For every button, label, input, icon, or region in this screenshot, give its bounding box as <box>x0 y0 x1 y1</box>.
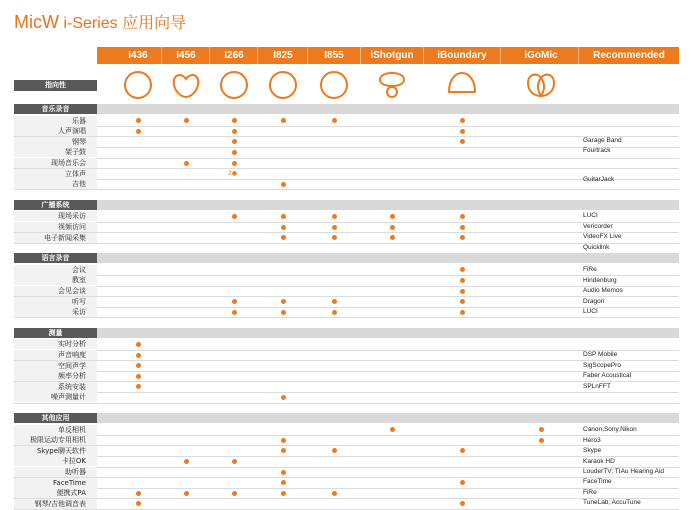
omni-pattern-icon <box>267 70 299 100</box>
title-brand: MicW <box>14 12 59 32</box>
column-header-i456: I456 <box>176 50 196 61</box>
supported-dot <box>136 342 141 347</box>
supported-dot <box>332 491 337 496</box>
table-row-label: 现场采访 <box>58 212 86 221</box>
row-divider <box>14 136 679 137</box>
recommended-app: Hero3 <box>583 436 601 444</box>
supported-dot <box>232 299 237 304</box>
supported-dot <box>232 150 237 155</box>
supported-dot <box>460 278 465 283</box>
section-header-bar <box>14 253 679 263</box>
supported-dot <box>136 363 141 368</box>
table-row-label: 会见会谈 <box>58 287 86 295</box>
cardioid-pattern-icon <box>170 70 202 100</box>
recommended-app: FiRe <box>583 488 597 496</box>
recommended-app: Skype <box>583 447 602 455</box>
table-row-label: 单反相机 <box>58 425 86 434</box>
stereo-pair-mark: 2● <box>228 169 238 177</box>
header-divider <box>209 47 210 64</box>
table-row-label: 空间声学 <box>58 361 86 370</box>
supported-dot <box>232 459 237 464</box>
table-row-label: 会议 <box>72 265 86 274</box>
supported-dot <box>390 225 395 230</box>
column-header-i266: I266 <box>224 50 244 61</box>
section-title: 广播系统 <box>14 200 97 210</box>
row-divider <box>14 147 679 148</box>
supported-dot <box>332 310 337 315</box>
supported-dot <box>281 235 286 240</box>
recommended-app: Audio Memos <box>583 287 623 295</box>
table-row-label: 电子新闻采集 <box>44 233 86 242</box>
table-row-label: 声音响度 <box>58 351 86 359</box>
supported-dot <box>281 225 286 230</box>
row-divider <box>14 179 679 180</box>
supported-dot <box>460 289 465 294</box>
page-title <box>14 12 186 34</box>
table-row-label: 频率分析 <box>58 372 86 381</box>
header-divider <box>257 47 258 64</box>
supported-dot <box>281 118 286 123</box>
header-divider <box>423 47 424 64</box>
table-row-label: 钢琴/吉他调音表 <box>34 499 86 508</box>
supported-dot <box>460 299 465 304</box>
row-divider <box>14 243 679 244</box>
section-title: 其他应用 <box>14 413 97 423</box>
column-header-i855: I855 <box>324 50 344 61</box>
table-row-label: 极限运动专用相机 <box>30 436 86 445</box>
omni-pattern-icon <box>122 70 154 100</box>
supported-dot <box>232 118 237 123</box>
supported-dot <box>136 374 141 379</box>
row-divider <box>14 222 679 223</box>
row-divider <box>14 317 679 318</box>
supported-dot <box>460 235 465 240</box>
supported-dot <box>460 501 465 506</box>
supported-dot <box>281 395 286 400</box>
supported-dot <box>281 182 286 187</box>
supported-dot <box>232 161 237 166</box>
table-row-label: 吉他 <box>72 180 86 189</box>
table-row-label: 架子鼓 <box>65 148 86 157</box>
table-row-label: 立体声 <box>65 169 86 178</box>
shotgun-pattern-icon <box>376 70 408 100</box>
supported-dot <box>460 129 465 134</box>
supported-dot <box>332 299 337 304</box>
row-divider <box>14 456 679 457</box>
table-row-label: 乐器 <box>72 116 86 125</box>
table-row-label: 系统安装 <box>58 382 86 391</box>
row-divider <box>14 477 679 478</box>
recommended-app: GuitarJack <box>583 176 615 184</box>
column-header-i825: I825 <box>273 50 293 61</box>
column-header-igomic: iGoMic <box>524 50 558 61</box>
row-divider <box>14 488 679 489</box>
recommended-app: SPLnFFT <box>583 382 611 390</box>
row-divider <box>14 467 679 468</box>
row-divider <box>14 350 679 351</box>
supported-dot <box>281 310 286 315</box>
row-divider <box>14 498 679 499</box>
recommended-app: Fourtrack <box>583 147 611 154</box>
supported-dot <box>184 491 189 496</box>
row-divider <box>14 189 679 190</box>
supported-dot <box>460 448 465 453</box>
section-title: 语言录音 <box>14 253 97 263</box>
header-divider <box>307 47 308 64</box>
column-header-recommended-apps: Recommended APPs <box>593 50 665 78</box>
supported-dot <box>281 491 286 496</box>
supported-dot <box>232 129 237 134</box>
supported-dot <box>460 480 465 485</box>
title-text: i-Series 应用向导 <box>58 15 187 32</box>
supported-dot <box>390 427 395 432</box>
recommended-app: VideoFX Live <box>583 233 622 241</box>
section-header-bar <box>14 200 679 210</box>
table-row-label: 助听器 <box>65 468 86 476</box>
recommended-app: LUCI <box>583 307 598 315</box>
supported-dot <box>281 299 286 304</box>
recommended-app: LUCI <box>583 212 598 220</box>
table-row-label: 人声演唱 <box>58 127 86 136</box>
row-divider <box>14 381 679 382</box>
row-divider <box>14 168 679 169</box>
table-row-label: 卡拉OK <box>61 457 86 466</box>
supported-dot <box>281 214 286 219</box>
supported-dot <box>390 214 395 219</box>
recommended-app: Faber Acoustical <box>583 372 632 380</box>
supported-dot <box>136 384 141 389</box>
row-divider <box>14 232 679 233</box>
row-divider <box>14 371 679 372</box>
supported-dot <box>232 310 237 315</box>
row-divider <box>14 307 679 308</box>
supported-dot <box>332 214 337 219</box>
header-divider <box>500 47 501 64</box>
recommended-app: Dragon <box>583 297 605 305</box>
column-header-ishotgun: iShotgun <box>370 50 414 61</box>
supported-dot <box>136 118 141 123</box>
recommended-app: Karaok HD <box>583 457 615 465</box>
recommended-app: Quicklink <box>583 243 610 251</box>
supported-dot <box>390 235 395 240</box>
table-row-label: Skype聊天软件 <box>36 446 86 455</box>
section-header-bar <box>14 328 679 338</box>
supported-dot <box>136 129 141 134</box>
table-row-label: 听写 <box>72 297 86 306</box>
supported-dot <box>232 139 237 144</box>
boundary-pattern-icon <box>446 70 478 100</box>
row-divider <box>14 360 679 361</box>
table-row-label: FaceTime <box>53 478 86 487</box>
supported-dot <box>281 480 286 485</box>
table-row-label: 视频访问 <box>58 223 86 231</box>
supported-dot <box>184 161 189 166</box>
row-divider <box>14 296 679 297</box>
section-header-bar <box>14 413 679 423</box>
supported-dot <box>136 353 141 358</box>
recommended-app: DSP Mobile <box>583 351 618 359</box>
supported-dot <box>184 459 189 464</box>
table-row-label: 钢琴 <box>72 137 86 146</box>
recommended-app: Canon,Sony,Nikon <box>583 426 637 434</box>
row-divider <box>14 286 679 287</box>
row-divider <box>14 275 679 276</box>
table-row-label: 噪声测量计 <box>51 393 86 402</box>
pattern-row-label: 指向性 <box>14 80 97 91</box>
table-row-label: 采访 <box>72 308 86 317</box>
recommended-app: SigScopePro <box>583 361 621 369</box>
section-title: 音乐录音 <box>14 104 97 114</box>
recommended-app: LouderTV; TIAu Hearing Aid <box>583 468 664 475</box>
supported-dot <box>232 214 237 219</box>
supported-dot <box>136 501 141 506</box>
recommended-app: TuneLab; AccuTune <box>583 499 641 507</box>
supported-dot <box>460 214 465 219</box>
recommended-app: FiRe <box>583 266 597 274</box>
recommended-app: Hindenburg <box>583 276 617 284</box>
recommended-app: Vericorder <box>583 222 613 230</box>
supported-dot <box>460 267 465 272</box>
supported-dot <box>332 118 337 123</box>
table-row-label: 教室 <box>72 276 86 285</box>
column-header-iboundary: iBoundary <box>437 50 487 61</box>
omni-pattern-icon <box>218 70 250 100</box>
recommended-app: FaceTime <box>583 478 612 486</box>
supported-dot <box>136 491 141 496</box>
header-divider <box>360 47 361 64</box>
section-title: 测量 <box>14 328 97 338</box>
supported-dot <box>539 438 544 443</box>
supported-dot <box>281 448 286 453</box>
row-divider <box>14 158 679 159</box>
recommended-app: Garage Band <box>583 136 622 144</box>
supported-dot <box>184 118 189 123</box>
supported-dot <box>332 225 337 230</box>
omni-pattern-icon <box>318 70 350 100</box>
row-divider <box>14 435 679 436</box>
supported-dot <box>539 427 544 432</box>
figure-eight-pattern-icon <box>525 70 557 100</box>
supported-dot <box>281 438 286 443</box>
supported-dot <box>460 225 465 230</box>
supported-dot <box>332 235 337 240</box>
section-header-bar <box>14 104 679 114</box>
table-row-label: 实时分析 <box>58 340 86 349</box>
column-header-i436: I436 <box>128 50 148 61</box>
table-row-label: 现场音乐会 <box>51 159 86 167</box>
row-divider <box>14 445 679 446</box>
table-row-label: 便携式PA <box>56 489 86 498</box>
row-divider <box>14 392 679 393</box>
supported-dot <box>460 139 465 144</box>
row-divider <box>14 126 679 127</box>
supported-dot <box>460 310 465 315</box>
supported-dot <box>281 470 286 475</box>
header-divider <box>161 47 162 64</box>
supported-dot <box>232 491 237 496</box>
supported-dot <box>332 448 337 453</box>
supported-dot <box>460 118 465 123</box>
header-divider <box>578 47 579 64</box>
row-divider <box>14 403 679 404</box>
